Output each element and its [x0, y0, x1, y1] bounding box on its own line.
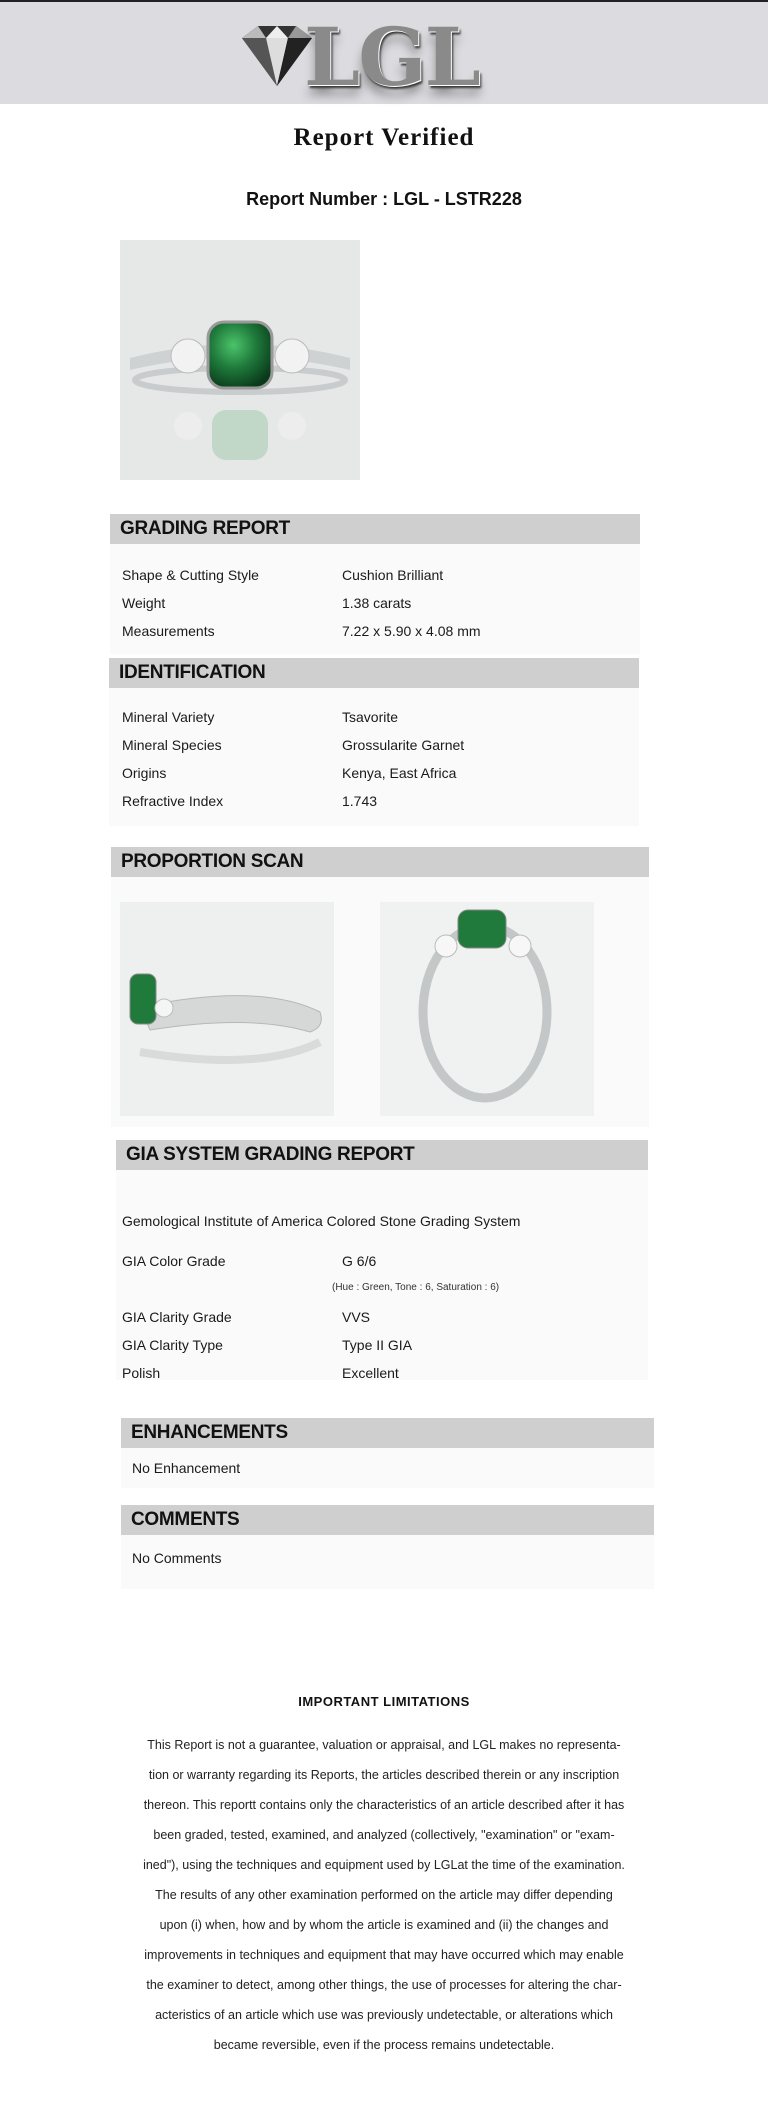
gia-system-name: Gemological Institute of America Colored Stone Grading System — [122, 1213, 521, 1229]
page-title: Report Verified — [293, 124, 475, 151]
origins-label: Origins — [122, 765, 167, 781]
report-number: Report Number : LGL - LSTR228 — [246, 189, 522, 209]
identification-heading: IDENTIFICATION — [109, 658, 639, 688]
limitations-line: This Report is not a guarantee, valuation or appraisal, and LGL makes no representa- — [147, 1738, 621, 1752]
limitations-line: improvements in techniques and equipment that may have occurred which may enable — [144, 1948, 624, 1962]
gia-clarity-type-value: Type II GIA — [342, 1337, 413, 1353]
refractive-index-label: Refractive Index — [122, 793, 224, 809]
limitations-line: The results of any other examination performed on the article may differ depending — [155, 1888, 613, 1902]
logo-text: LGL — [304, 10, 479, 104]
gia-heading: GIA SYSTEM GRADING REPORT — [116, 1140, 648, 1170]
mineral-variety-label: Mineral Variety — [122, 709, 215, 725]
ring-photo-main — [120, 240, 360, 480]
limitations-line: tion or warranty regarding its Reports, the articles described therein or any inscription — [148, 1768, 620, 1782]
site-header — [0, 0, 768, 104]
limitations-line: became reversible, even if the process remains undetectable. — [213, 2038, 555, 2052]
measurements-value: 7.22 x 5.90 x 4.08 mm — [342, 623, 481, 639]
grading-report-heading: GRADING REPORT — [110, 514, 640, 544]
gia-color-note: (Hue : Green, Tone : 6, Saturation : 6) — [332, 1282, 500, 1293]
limitations-line: the examiner to detect, among other things, the use of processes for altering the char- — [146, 1978, 622, 1992]
lgl-logo[interactable] — [232, 10, 487, 104]
ring-photo-front — [380, 902, 594, 1116]
mineral-species-label: Mineral Species — [122, 737, 222, 753]
limitations-line: upon (i) when, how and by whom the article is examined and (ii) the changes and — [159, 1918, 609, 1932]
proportion-scan-heading: PROPORTION SCAN — [111, 847, 649, 877]
gia-clarity-grade-value: VVS — [342, 1309, 371, 1325]
refractive-index-value: 1.743 — [342, 793, 378, 809]
shape-label: Shape & Cutting Style — [122, 567, 259, 583]
weight-label: Weight — [122, 595, 166, 611]
limitations-line: acteristics of an article which use was previously undetectable, or alterations which — [155, 2008, 613, 2022]
comments-heading: COMMENTS — [121, 1505, 654, 1535]
polish-label: Polish — [122, 1365, 161, 1381]
enhancements-heading: ENHANCEMENTS — [121, 1418, 654, 1448]
ring-photo-side — [120, 902, 334, 1116]
mineral-species-value: Grossularite Garnet — [342, 737, 465, 753]
gia-color-grade-label: GIA Color Grade — [122, 1253, 226, 1269]
polish-value: Excellent — [342, 1365, 399, 1381]
enhancements-text: No Enhancement — [132, 1460, 241, 1476]
measurements-label: Measurements — [122, 623, 215, 639]
gia-clarity-type-label: GIA Clarity Type — [122, 1337, 223, 1353]
comments-text: No Comments — [132, 1550, 222, 1566]
weight-value: 1.38 carats — [342, 595, 412, 611]
limitations-title: IMPORTANT LIMITATIONS — [298, 1694, 470, 1709]
limitations-line: ined"), using the techniques and equipment used by LGLat the time of the examination. — [143, 1858, 625, 1872]
limitations-line: thereon. This reportt contains only the characteristics of an article described after it has — [143, 1798, 625, 1812]
gia-clarity-grade-label: GIA Clarity Grade — [122, 1309, 232, 1325]
gia-color-grade-value: G 6/6 — [342, 1253, 377, 1269]
origins-value: Kenya, East Africa — [342, 765, 457, 781]
limitations-line: been graded, tested, examined, and analyzed (collectively, "examination" or "exam- — [153, 1828, 615, 1842]
shape-value: Cushion Brilliant — [342, 567, 444, 583]
mineral-variety-value: Tsavorite — [342, 709, 399, 725]
